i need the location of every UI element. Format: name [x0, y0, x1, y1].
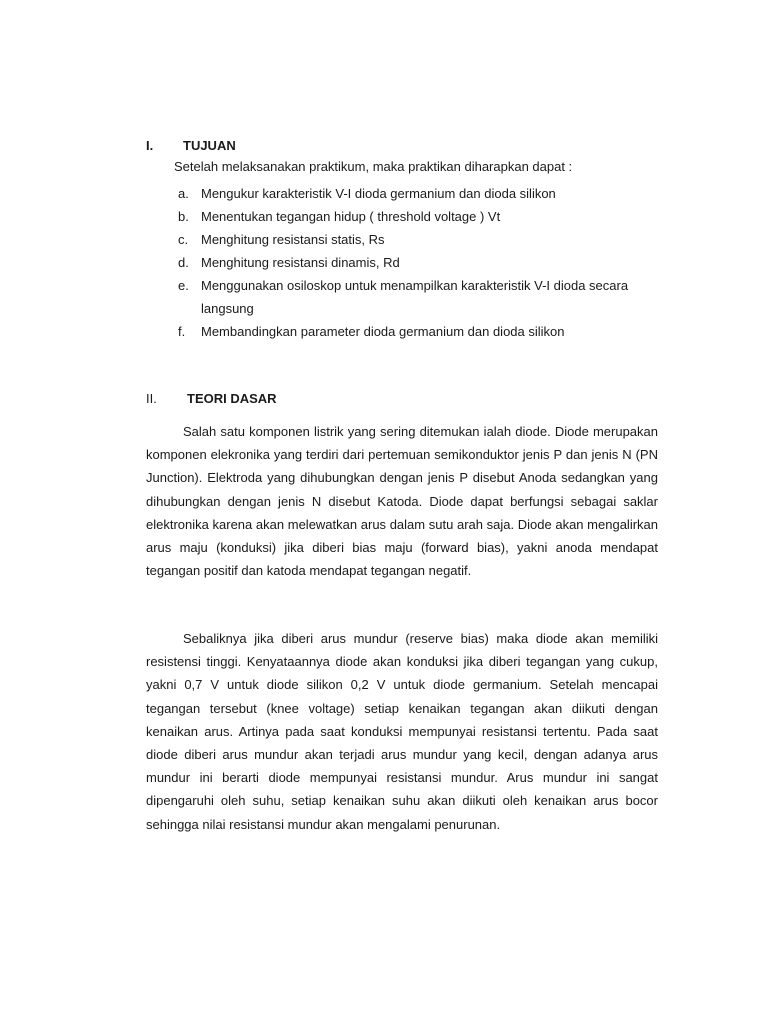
body-paragraph: Salah satu komponen listrik yang sering ditemukan ialah diode. Diode merupakan komponen elekronika yang terdiri dari pertemuan semikonduktor jenis P dan jenis N (PN Junction). Elektroda yang dihubungkan dengan jenis P disebut Anoda sedangkan yang dihubungkan dengan jenis N disebut Katoda. Diode dapat berfungsi sebagai saklar elektronika karena akan melewatkan arus dalam sutu arah saja. Diode akan mengalirkan arus maju (konduksi) jika diberi bias maju (forward bias), yakni anoda mendapat tegangan positif dan katoda mendapat tegangan negatif.: [146, 424, 658, 579]
list-item: [178, 251, 648, 274]
list-marker: f.: [178, 324, 186, 339]
list-marker: d.: [178, 255, 189, 270]
list-marker: e.: [178, 278, 189, 293]
objectives-list: [178, 182, 648, 343]
list-item-text: Menentukan tegangan hidup ( threshold voltage ) Vt: [201, 209, 501, 224]
section-number: I.: [146, 138, 154, 153]
section-title: TEORI DASAR: [187, 391, 277, 406]
list-item-text: Menggunakan osiloskop untuk menampilkan karakteristik V-I dioda secara langsung: [201, 278, 629, 316]
list-marker: b.: [178, 209, 189, 224]
list-item-text: Menghitung resistansi dinamis, Rd: [201, 255, 400, 270]
objectives-intro: Setelah melaksanakan praktikum, maka praktikan diharapkan dapat :: [174, 159, 573, 174]
list-item-text: Mengukur karakteristik V-I dioda germanium dan dioda silikon: [201, 186, 556, 201]
list-item: [178, 182, 648, 205]
list-item: [178, 228, 648, 251]
list-item: [178, 274, 648, 320]
list-item: [178, 205, 648, 228]
list-item: [178, 320, 648, 343]
section-title: TUJUAN: [183, 138, 236, 153]
body-paragraph: Sebaliknya jika diberi arus mundur (reserve bias) maka diode akan memiliki resistensi tinggi. Kenyataannya diode akan konduksi jika diberi tegangan yang cukup, yakni 0,7 V untuk diode silikon 0,2 V untuk diode germanium. Setelah mencapai tegangan tersebut (knee voltage) setiap kenaikan tegangan akan diikuti dengan kenaikan arus. Artinya pada saat konduksi mempunyai resistansi tertentu. Pada saat diode diberi arus mundur akan terjadi arus mundur yang kecil, dengan adanya arus mundur ini berarti diode mempunyai resistansi mundur. Arus mundur ini sangat dipengaruhi oleh suhu, setiap kenaikan suhu akan diikuti oleh kenaikan arus bocor sehingga nilai resistansi mundur akan mengalami penurunan.: [146, 631, 658, 832]
section-number: II.: [146, 391, 157, 406]
list-item-text: Membandingkan parameter dioda germanium dan dioda silikon: [201, 324, 565, 339]
list-item-text: Menghitung resistansi statis, Rs: [201, 232, 385, 247]
list-marker: a.: [178, 186, 189, 201]
list-marker: c.: [178, 232, 189, 247]
